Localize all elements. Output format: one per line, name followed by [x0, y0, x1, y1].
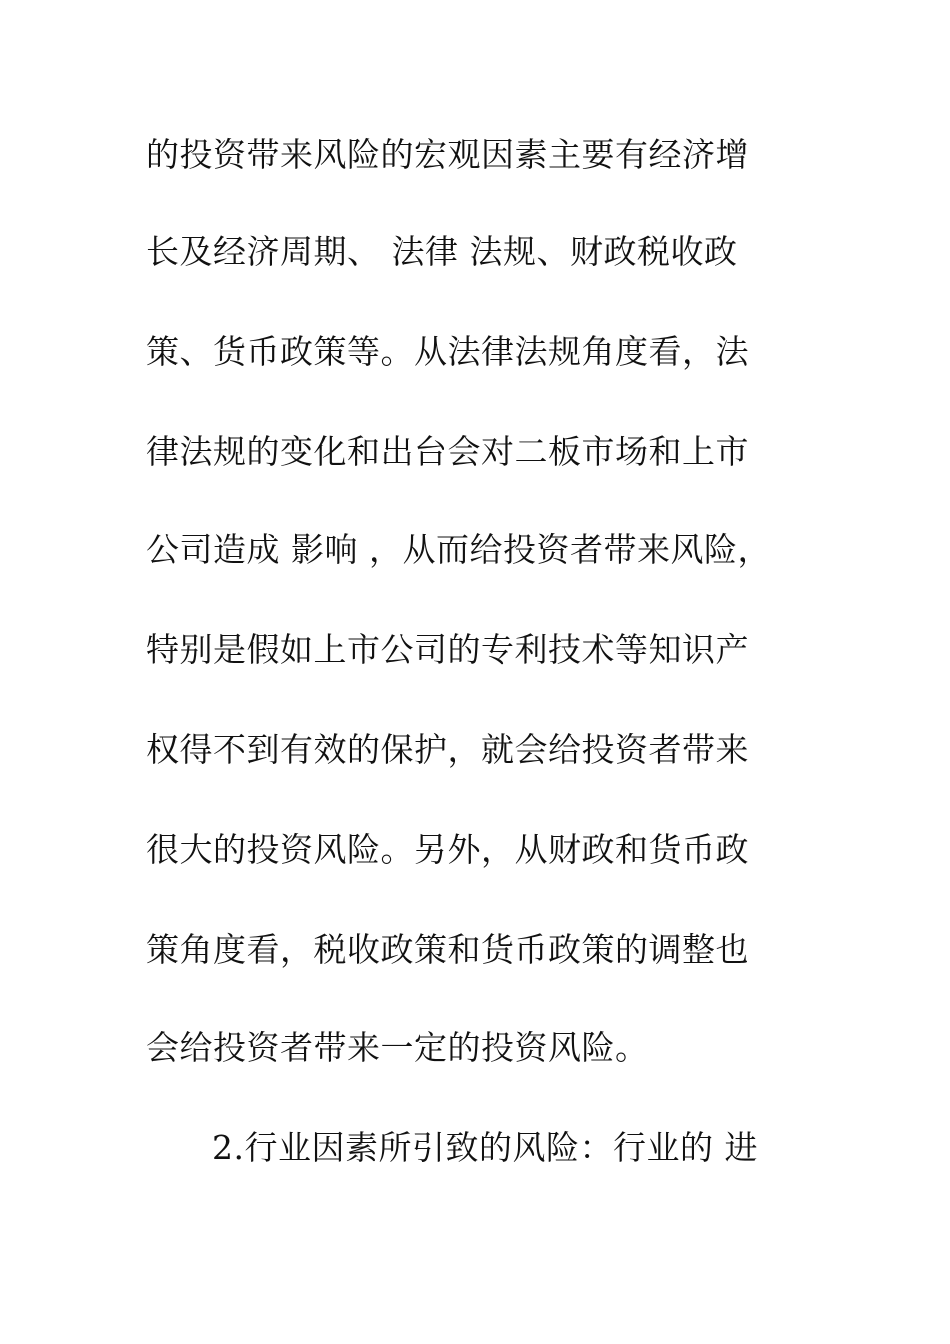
paragraph-line: 律法规的变化和出台会对二板市场和上市 [146, 432, 749, 471]
paragraph-line: 长及经济周期、 法律 法规、财政税收政 [146, 232, 738, 271]
paragraph-line: 策、货币政策等。从法律法规角度看，法 [146, 332, 749, 371]
paragraph-line: 的投资带来风险的宏观因素主要有经济增 [146, 135, 749, 174]
paragraph-line: 权得不到有效的保护，就会给投资者带来 [146, 730, 749, 769]
paragraph-line: 公司造成 影响 ，从而给投资者带来风险， [146, 530, 771, 569]
paragraph-line: 很大的投资风险。另外，从财政和货币政 [146, 830, 749, 869]
paragraph-line: 特别是假如上市公司的专利技术等知识产 [146, 630, 749, 669]
paragraph-line: 会给投资者带来一定的投资风险。 [146, 1028, 649, 1067]
paragraph-line: 策角度看，税收政策和货币政策的调整也 [146, 930, 749, 969]
section-heading-line: 2.行业因素所引致的风险：行业的 进 [212, 1128, 758, 1167]
